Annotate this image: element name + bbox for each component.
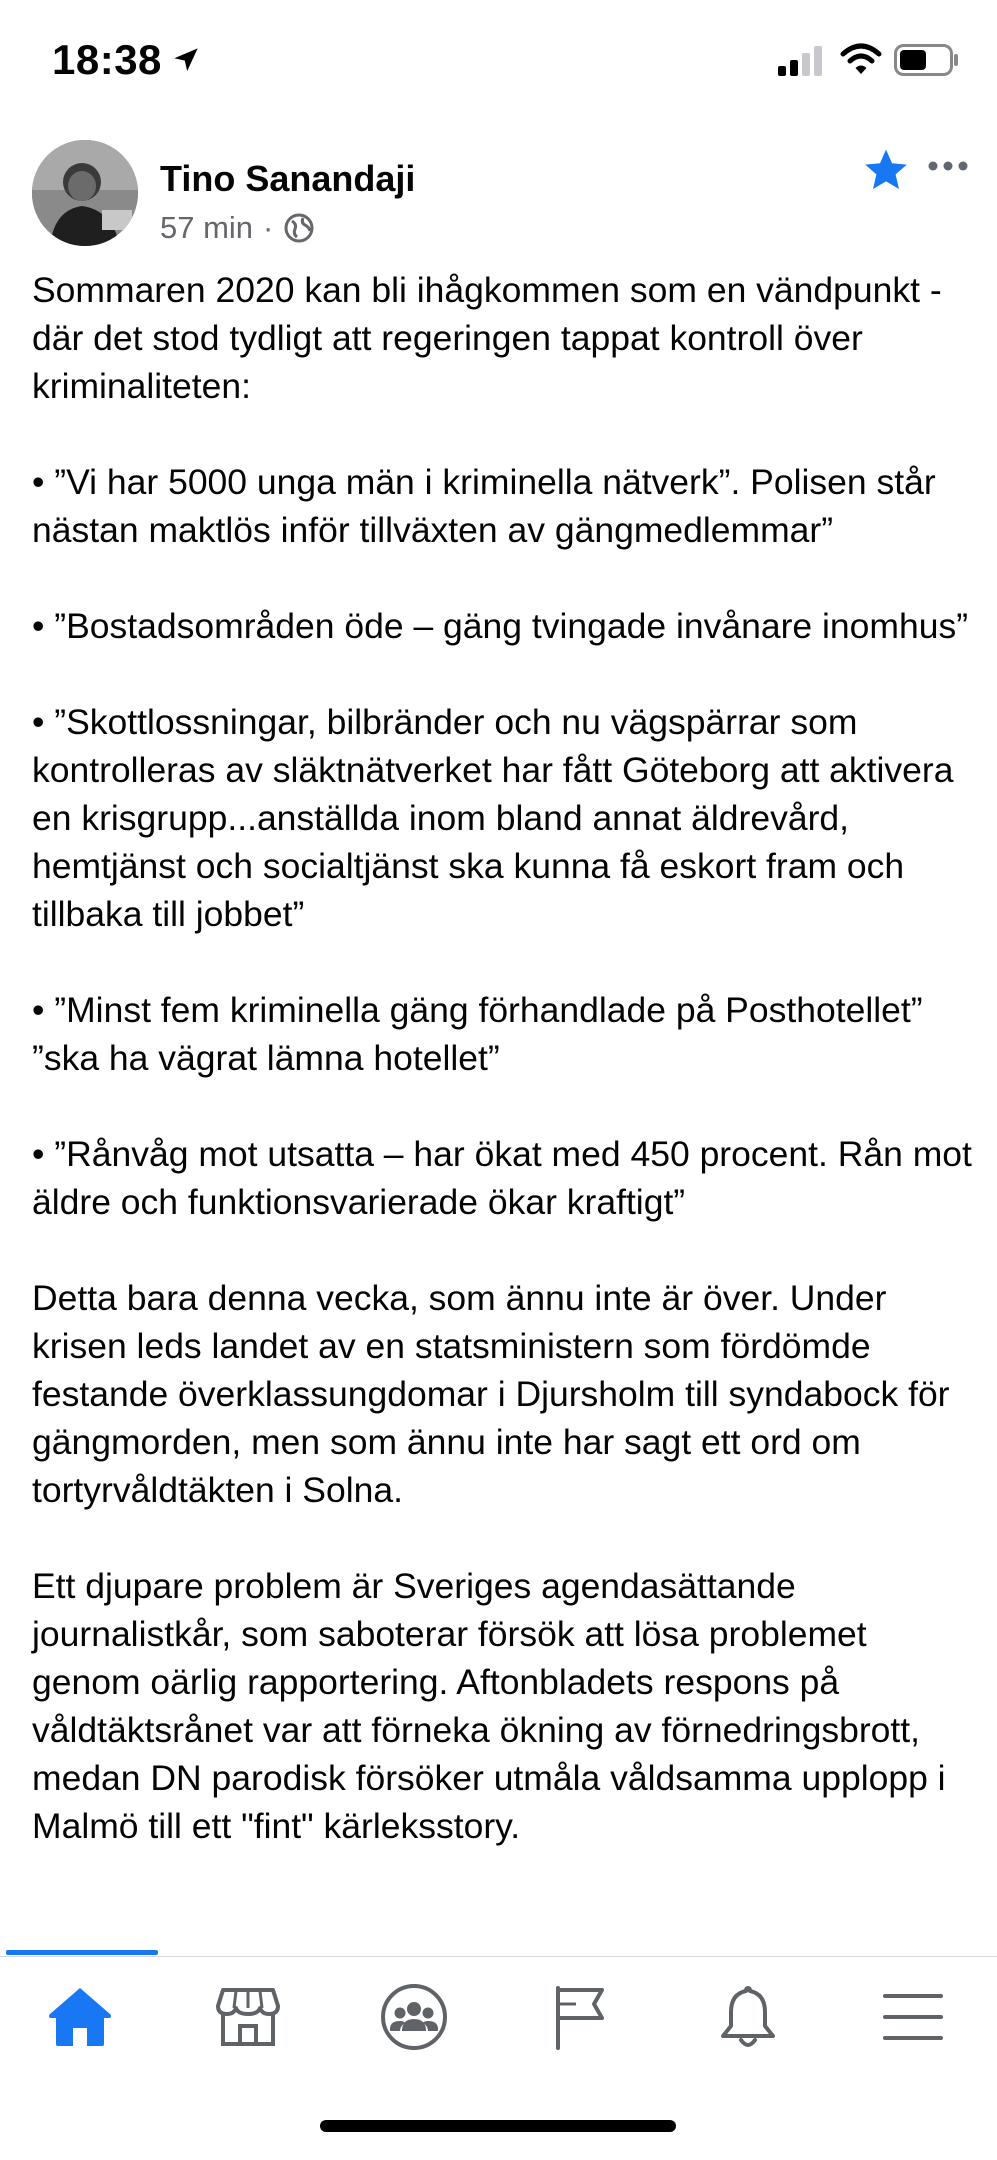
tab-pages[interactable] — [540, 1979, 620, 2055]
battery-icon — [894, 44, 960, 76]
tab-marketplace[interactable] — [208, 1979, 288, 2055]
avatar[interactable] — [32, 140, 138, 246]
post-paragraph: • ”Skottlossningar, bilbränder och nu vägspärrar som kontrolleras av släktnätverket har fått Göteborg att aktivera en krisgrupp...anställda inom bland annat äldrevård, hemtjänst och socialtjänst ska kunna få eskort fram och tillbaka till jobbet” — [32, 702, 954, 934]
active-tab-indicator — [6, 1950, 158, 1955]
groups-icon — [380, 1983, 448, 2051]
marketplace-icon — [215, 1986, 281, 2048]
pages-flag-icon — [550, 1984, 610, 2050]
post-timestamp[interactable]: 57 min — [160, 210, 254, 245]
tab-groups[interactable] — [374, 1979, 454, 2055]
post-text — [32, 266, 972, 1850]
post-meta — [160, 210, 315, 246]
post-paragraph: Sommaren 2020 kan bli ihågkommen som en vändpunkt - där det stod tydligt att regeringen tappat kontroll över kriminaliteten: — [32, 270, 942, 406]
wifi-icon — [840, 42, 882, 76]
post-paragraph: Detta bara denna vecka, som ännu inte är över. Under krisen leds landet av en statsministern som fördömde festande överklassungdomar i Djursholm till syndabock för gängmorden, men som ännu inte har sagt ett ord om tortyrvåldtäkten i Solna. — [32, 1278, 950, 1510]
notifications-bell-icon — [717, 1984, 779, 2050]
location-arrow-icon — [172, 46, 200, 74]
tab-menu[interactable] — [873, 1979, 953, 2055]
post-header — [0, 140, 997, 260]
tab-home[interactable] — [40, 1979, 120, 2055]
menu-icon — [882, 1992, 944, 2042]
signal-icon — [778, 46, 826, 76]
more-icon[interactable] — [928, 160, 968, 172]
globe-icon — [283, 212, 315, 244]
post-paragraph: • ”Rånvåg mot utsatta – har ökat med 450 procent. Rån mot äldre och funktionsvarierade ökar kraftigt” — [32, 1134, 972, 1222]
star-icon[interactable] — [862, 146, 910, 194]
post-paragraph: Ett djupare problem är Sveriges agendasättande journalistkår, som saboterar försök att lösa problemet genom oärlig rapportering. Aftonbladets respons på våldtäktsrånet var att förneka ökning av förnedringsbrott, medan DN parodisk försöker utmåla våldsamma upplopp i Malmö till ett "fint" kärleksstory. — [32, 1566, 946, 1846]
post-paragraph: • ”Minst fem kriminella gäng förhandlade på Posthotellet” ”ska ha vägrat lämna hotellet” — [32, 990, 923, 1078]
post-paragraph: • ”Bostadsområden öde – gäng tvingade invånare inomhus” — [32, 606, 969, 646]
post-paragraph: • ”Vi har 5000 unga män i kriminella nätverk”. Polisen står nästan maktlös inför tillväxten av gängmedlemmar” — [32, 462, 936, 550]
meta-separator: · — [263, 210, 274, 245]
tab-bar — [0, 1956, 997, 2067]
status-time: 18:38 — [52, 36, 162, 83]
home-indicator[interactable] — [320, 2120, 676, 2132]
status-bar — [0, 0, 997, 120]
post-author[interactable]: Tino Sanandaji — [160, 158, 416, 199]
home-icon — [47, 1986, 113, 2048]
tab-notifications[interactable] — [708, 1979, 788, 2055]
